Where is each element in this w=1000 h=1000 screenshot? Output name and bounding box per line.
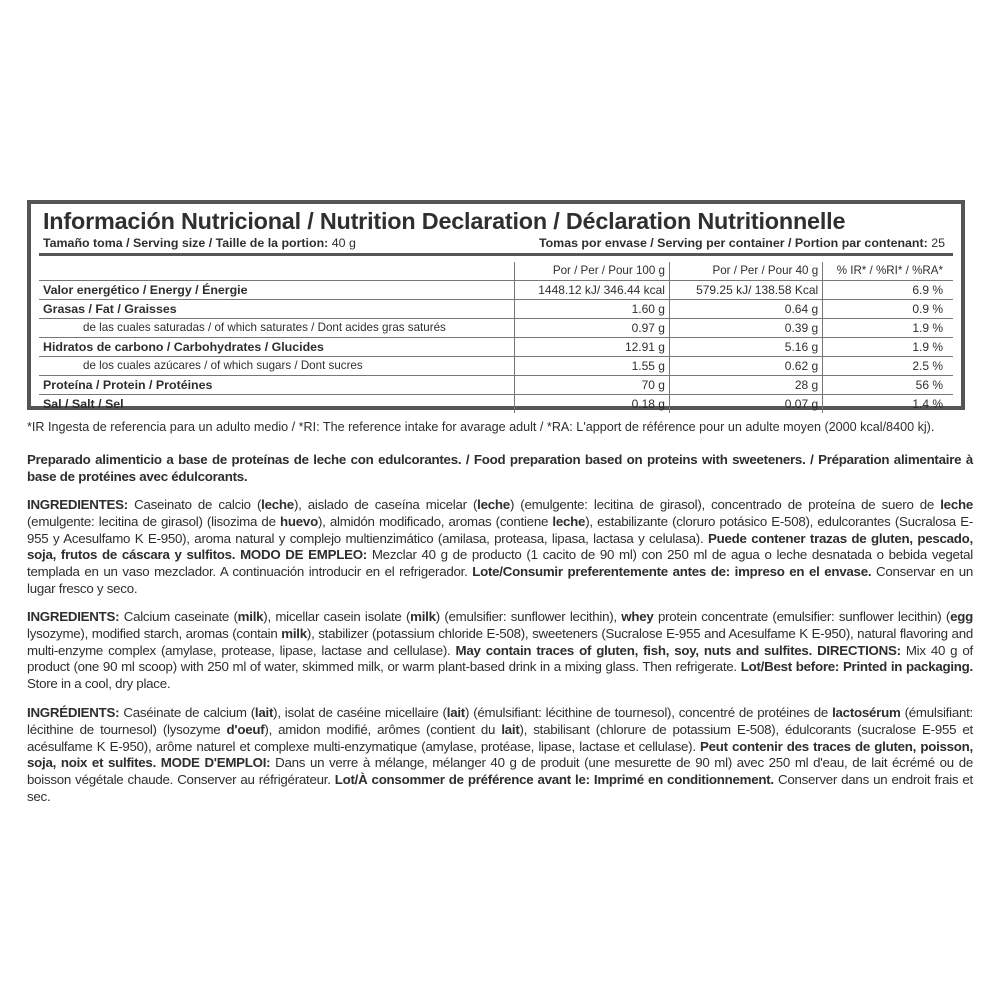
value-100g: 12.91 g (515, 338, 670, 357)
ingredients-french (27, 705, 973, 806)
value-ri: 2.5 % (823, 357, 953, 376)
lot-info: Lot/Best before: Printed in packaging. (740, 659, 973, 675)
reference-intake-footnote: *IR Ingesta de referencia para un adulto medio / *RI: The reference intake for avarage adult / *RA: L'apport de référence pour un adulte moyen (2000 kcal/8400 kj). (27, 420, 935, 434)
allergen-text: milk (237, 609, 264, 624)
lot-info: Lote/Consumir preferentemente antes de: impreso en el envase. (472, 564, 872, 580)
directions-text: Mix 40 g of product (one 90 ml scoop) with 250 ml of water, skimmed milk, or warm plant-based drink in a mixing glass. Then refrigerate. (27, 642, 973, 675)
value-40g: 579.25 kJ/ 138.58 Kcal (669, 281, 822, 300)
ingredients-text: ), stabilisant (chlorure de potassium E-508), édulcorants (sucralose E-955 et acésulfame K E-950), arôme naturel et complexe multi-enzymatique (amylase, protéase, lipase, lactase et cellulase). (27, 721, 973, 754)
value-100g: 1.55 g (515, 357, 670, 376)
ingredients-text: lysozyme), modified starch, aromas (contain (27, 625, 282, 641)
allergen-text: lait (446, 705, 465, 720)
allergen-text: lactosérum (832, 705, 901, 720)
serving-info (43, 236, 945, 250)
allergen-text: egg (950, 609, 973, 624)
allergen-text: d'oeuf (226, 721, 265, 737)
traces-and-directions-heading: May contain traces of gluten, fish, soy, nuts and sulfites. DIRECTIONS: (455, 642, 901, 658)
servings-per-container (539, 236, 945, 250)
ingredients-text: ), isolat de caséine micellaire ( (273, 705, 447, 720)
value-100g: 70 g (515, 376, 670, 395)
column-header-100g: Por / Per / Pour 100 g (515, 262, 670, 281)
allergen-text: milk (281, 625, 307, 641)
value-40g: 5.16 g (669, 338, 822, 357)
storage-text: Store in a cool, dry place. (27, 676, 171, 692)
value-40g: 0.39 g (669, 319, 822, 338)
value-40g: 0.62 g (669, 357, 822, 376)
table-row (39, 300, 953, 319)
ingredients-heading: INGRÉDIENTS: (27, 705, 120, 720)
value-100g: 0.97 g (515, 319, 670, 338)
serving-size (43, 236, 356, 250)
table-row (39, 357, 953, 376)
ingredients-spanish (27, 497, 973, 598)
row-label: de los cuales azúcares / of which sugars / Dont sucres (83, 359, 363, 372)
value-ri: 0.9 % (823, 300, 953, 319)
servings-label: Tomas por envase / Serving per container / Portion par contenant: (538, 236, 928, 250)
row-label: Valor energético / Energy / Énergie (43, 283, 248, 297)
table-row (39, 338, 953, 357)
value-100g: 0.18 g (515, 395, 670, 414)
value-40g: 0.64 g (669, 300, 822, 319)
column-header-40g: Por / Per / Pour 40 g (669, 262, 822, 281)
column-header-ri: % IR* / %RI* / %RA* (823, 262, 953, 281)
ingredients-text: Calcium caseinate ( (119, 609, 238, 624)
ingredients-text: (émulsifiant: lécithine de tournesol) (lysozyme (27, 705, 974, 737)
description-text: Preparado alimenticio a base de proteínas de leche con edulcorantes. / Food preparation based on proteins with sweeteners. / Préparation alimentaire à base de protéines avec édulcorants. (27, 452, 973, 484)
ingredients-text: ), stabilizer (potassium chloride E-508), sweeteners (Sucralose E-955 and Acesulfame K E-950), natural flavoring and multi-enzyme complex (amylase, protease, lipase, lactase and cellulase). (27, 625, 973, 658)
row-label: Sal / Salt / Sel (43, 397, 124, 411)
row-label: Proteína / Protein / Protéines (43, 378, 213, 392)
value-100g: 1.60 g (515, 300, 670, 319)
table-header-row (39, 262, 953, 281)
ingredients-text: ), amidon modifié, arômes (contient du (264, 721, 502, 737)
ingredients-english (27, 609, 973, 693)
allergen-text: leche (940, 497, 973, 512)
value-ri: 1.9 % (823, 338, 953, 357)
row-label: Grasas / Fat / Graisses (43, 302, 177, 316)
traces-and-directions-heading: Puede contener trazas de gluten, pescado, soja, frutos de cáscara y sulfitos. MODO DE EMPLEO: (27, 530, 973, 563)
allergen-text: whey (621, 609, 654, 624)
value-ri: 1.4 % (823, 395, 953, 414)
product-description (27, 452, 973, 486)
serving-size-label: Tamaño toma / Serving size / Taille de la portion: (43, 236, 329, 250)
allergen-text: leche (552, 513, 586, 529)
value-ri: 1.9 % (823, 319, 953, 338)
row-label: de las cuales saturadas / of which saturates / Dont acides gras saturés (83, 321, 446, 334)
allergen-text: lait (501, 721, 520, 737)
table-row (39, 376, 953, 395)
ingredients-text: ), estabilizante (cloruro potásico E-508), edulcorantes (Sucralosa E-955 y Acesulfamo K E-950), aroma natural y complejo multienzimático (amilasa, proteasa, lipasa, lactasa y celulasa). (27, 513, 973, 546)
table-row (39, 281, 953, 300)
ingredients-text: (emulgente: lecitina de girasol) (lisozima de (27, 513, 281, 529)
directions-text: Dans un verre à mélange, mélanger 40 g de produit (une mesurette de 90 ml) avec 250 ml d'eau, de lait écrémé ou de boisson végétale chaude. Conserver au réfrigérateur. (27, 755, 973, 788)
servings-value: 25 (931, 236, 945, 250)
ingredients-text: ) (emulsifier: sunflower lecithin), (435, 609, 622, 624)
ingredients-text: ), micellar casein isolate ( (263, 609, 411, 624)
row-label: Hidratos de carbono / Carbohydrates / Glucides (43, 340, 324, 354)
storage-text: Conservar en un lugar fresco y seco. (27, 564, 973, 596)
allergen-text: huevo (280, 513, 318, 529)
directions-text: Mezclar 40 g de producto (1 cacito de 90 ml) con 250 ml de agua o leche desnatada o bebida vegetal templada en un vaso mezclador. A continuación introducir en el refrigerador. (27, 547, 974, 580)
storage-text: Conserver dans un endroit frais et sec. (27, 772, 973, 804)
table-row (39, 395, 953, 414)
allergen-text: milk (410, 609, 436, 624)
ingredients-text: ) (émulsifiant: lécithine de tournesol), concentré de protéines de (464, 705, 833, 720)
label-title: Información Nutricional / Nutrition Declaration / Déclaration Nutritionnelle (43, 208, 846, 234)
value-ri: 6.9 % (823, 281, 953, 300)
allergen-text: leche (261, 497, 294, 512)
nutrition-table (39, 262, 953, 413)
traces-and-directions-heading: Peut contenir des traces de gluten, poisson, soja, noix et sulfites. MODE D'EMPLOI: (27, 738, 973, 771)
value-40g: 0.07 g (669, 395, 822, 414)
serving-size-value: 40 g (331, 236, 356, 250)
ingredients-text: protein concentrate (emulsifier: sunflower lecithin) ( (653, 609, 951, 624)
header-divider (39, 253, 953, 256)
allergen-text: leche (477, 497, 510, 512)
ingredients-text: Caséinate de calcium ( (119, 705, 255, 720)
ingredients-heading: INGREDIENTS: (27, 609, 120, 624)
table-row (39, 319, 953, 338)
value-ri: 56 % (823, 376, 953, 395)
allergen-text: lait (254, 705, 274, 720)
ingredients-text: ) (emulgente: lecitina de girasol), concentrado de proteína de suero de (509, 497, 941, 512)
ingredients-text: ), aislado de caseína micelar ( (293, 497, 478, 512)
ingredients-heading: INGREDIENTES: (27, 497, 128, 512)
nutrition-label (27, 200, 965, 410)
ingredients-text: ), almidón modificado, aromas (contiene (317, 513, 553, 529)
lot-info: Lot/À consommer de préférence avant le: Imprimé en conditionnement. (334, 772, 774, 788)
value-40g: 28 g (669, 376, 822, 395)
value-100g: 1448.12 kJ/ 346.44 kcal (515, 281, 670, 300)
ingredients-text: Caseinato de calcio ( (127, 497, 262, 512)
